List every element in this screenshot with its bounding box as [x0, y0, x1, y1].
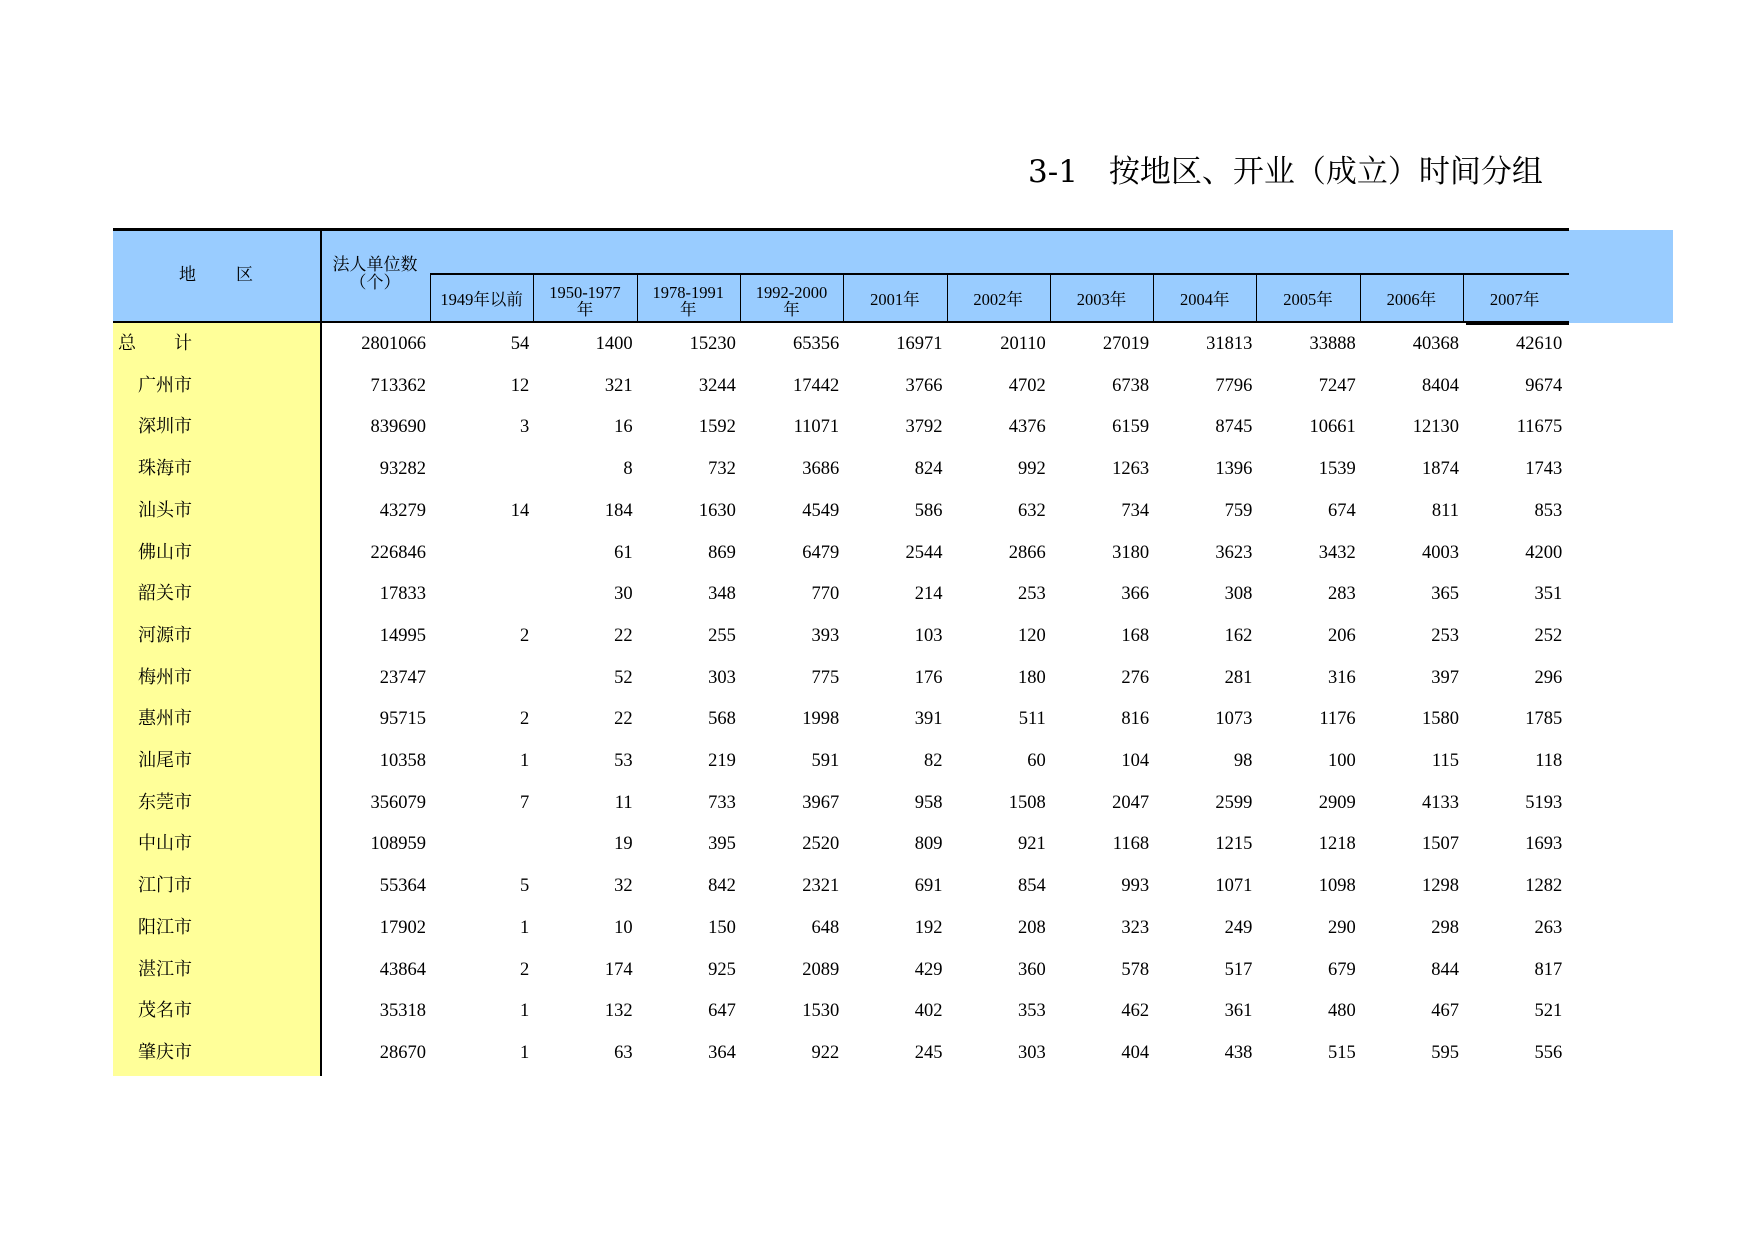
row-value-cell: 993: [1121, 876, 1150, 897]
row-value-cell: 5193: [1525, 792, 1563, 813]
row-value-cell: 255: [708, 625, 736, 646]
row-value-cell: 480: [1327, 1001, 1356, 1022]
row-region-label: 广州市: [138, 374, 192, 396]
column-header: 2007年: [1489, 290, 1540, 309]
row-value-cell: 8: [623, 459, 633, 480]
row-value-cell: 3686: [802, 459, 840, 480]
table-row: [0, 698, 1754, 740]
row-value-cell: 921: [1018, 834, 1046, 855]
row-value-cell: 168: [1121, 625, 1150, 646]
row-value-cell: 691: [914, 876, 943, 897]
table-row: [0, 532, 1754, 574]
row-value-cell: 11675: [1516, 417, 1563, 438]
row-value-cell: 308: [1224, 584, 1253, 605]
row-value-cell: 4200: [1525, 542, 1563, 563]
row-value-cell: 1785: [1525, 709, 1563, 730]
row-value-cell: 1: [520, 751, 530, 771]
row-value-cell: 10: [614, 917, 633, 938]
row-value-cell: 214: [914, 584, 943, 605]
row-value-cell: 2599: [1215, 792, 1253, 813]
table-row: [0, 782, 1754, 824]
row-value-cell: 1693: [1525, 834, 1563, 855]
table-row: [0, 990, 1754, 1032]
row-value-cell: 922: [811, 1042, 840, 1063]
row-value-cell: 40368: [1412, 334, 1459, 354]
table-row: [0, 907, 1754, 949]
row-value-cell: 438: [1224, 1042, 1253, 1063]
row-value-cell: 8404: [1422, 375, 1459, 396]
row-value-cell: 4133: [1422, 792, 1459, 813]
row-region-label: 湛江市: [138, 958, 192, 980]
row-value-cell: 2909: [1318, 792, 1356, 813]
row-value-cell: 568: [708, 709, 736, 730]
row-value-cell: 42610: [1516, 334, 1563, 354]
row-total-cell: 95715: [379, 709, 426, 730]
row-value-cell: 54: [510, 334, 530, 354]
table-row: [0, 1032, 1754, 1074]
row-value-cell: 1507: [1422, 834, 1459, 855]
row-value-cell: 7796: [1215, 375, 1253, 396]
row-value-cell: 303: [1018, 1042, 1046, 1063]
row-value-cell: 3623: [1215, 542, 1253, 563]
row-value-cell: 1098: [1318, 876, 1356, 897]
row-value-cell: 31813: [1206, 334, 1253, 354]
row-value-cell: 5: [520, 876, 530, 897]
row-total-cell: 10358: [379, 751, 426, 771]
row-value-cell: 316: [1327, 667, 1356, 688]
row-value-cell: 467: [1431, 1001, 1459, 1022]
row-value-cell: 296: [1534, 667, 1563, 688]
row-value-cell: 219: [708, 751, 736, 771]
row-value-cell: 556: [1534, 1042, 1563, 1063]
row-value-cell: 1998: [802, 709, 840, 730]
table-row: [0, 365, 1754, 407]
row-region-label: 江门市: [138, 875, 192, 897]
row-value-cell: 249: [1224, 917, 1253, 938]
row-value-cell: 2866: [1008, 542, 1046, 563]
row-value-cell: 365: [1431, 584, 1459, 605]
row-value-cell: 100: [1327, 751, 1356, 771]
row-value-cell: 33888: [1309, 334, 1356, 354]
row-value-cell: 1282: [1525, 876, 1563, 897]
row-region-label: 梅州市: [138, 666, 192, 688]
row-value-cell: 1: [520, 917, 530, 938]
header-group-rule: [430, 273, 1569, 275]
row-value-cell: 32: [614, 876, 633, 897]
row-value-cell: 1215: [1215, 834, 1253, 855]
row-value-cell: 391: [914, 709, 943, 730]
row-value-cell: 3180: [1112, 542, 1150, 563]
row-value-cell: 7247: [1318, 375, 1356, 396]
column-divider: [637, 274, 638, 322]
row-value-cell: 733: [708, 792, 736, 813]
row-value-cell: 2520: [802, 834, 840, 855]
row-value-cell: 19: [614, 834, 633, 855]
row-value-cell: 1176: [1319, 709, 1356, 730]
row-value-cell: 2089: [802, 959, 840, 980]
row-value-cell: 2321: [802, 876, 840, 897]
row-region-label: 总 计: [118, 333, 202, 354]
table-row: [0, 949, 1754, 991]
column-divider: [1463, 274, 1464, 322]
row-value-cell: 1298: [1422, 876, 1459, 897]
row-value-cell: 515: [1327, 1042, 1356, 1063]
row-value-cell: 809: [914, 834, 943, 855]
row-value-cell: 115: [1431, 751, 1459, 771]
row-value-cell: 283: [1327, 584, 1356, 605]
table-row: [0, 406, 1754, 448]
row-total-cell: 43864: [379, 959, 426, 980]
row-value-cell: 321: [604, 375, 633, 396]
row-region-label: 肇庆市: [138, 1041, 192, 1063]
row-value-cell: 517: [1224, 959, 1253, 980]
row-value-cell: 16: [614, 417, 633, 438]
row-value-cell: 3244: [698, 375, 736, 396]
row-value-cell: 30: [614, 584, 633, 605]
row-value-cell: 647: [708, 1001, 736, 1022]
column-divider: [430, 274, 431, 322]
row-value-cell: 360: [1018, 959, 1046, 980]
row-value-cell: 958: [914, 792, 943, 813]
row-region-label: 深圳市: [138, 416, 192, 438]
row-value-cell: 770: [811, 584, 840, 605]
row-value-cell: 1539: [1318, 459, 1356, 480]
row-value-cell: 853: [1534, 500, 1563, 521]
row-value-cell: 586: [914, 500, 943, 521]
row-total-cell: 35318: [379, 1001, 426, 1022]
row-total-cell: 713362: [370, 375, 426, 396]
row-value-cell: 184: [604, 500, 633, 521]
row-value-cell: 511: [1018, 709, 1046, 730]
row-value-cell: 3792: [905, 417, 943, 438]
row-value-cell: 4549: [802, 500, 840, 521]
row-value-cell: 595: [1431, 1042, 1459, 1063]
row-value-cell: 734: [1121, 500, 1150, 521]
row-value-cell: 17442: [792, 375, 840, 396]
row-value-cell: [433, 573, 529, 615]
row-value-cell: 253: [1018, 584, 1046, 605]
column-divider: [947, 274, 948, 322]
row-total-cell: 93282: [379, 459, 426, 480]
row-value-cell: 4702: [1008, 375, 1046, 396]
table-top-rule: [113, 228, 1569, 231]
row-value-cell: 253: [1431, 625, 1459, 646]
column-header: 1950-1977 年: [549, 283, 621, 319]
row-value-cell: 82: [924, 751, 943, 771]
column-divider: [533, 274, 534, 322]
row-value-cell: 1580: [1422, 709, 1459, 730]
row-value-cell: 263: [1534, 917, 1563, 938]
row-value-cell: 290: [1327, 917, 1356, 938]
column-divider: [1256, 274, 1257, 322]
row-value-cell: 393: [811, 625, 840, 646]
row-value-cell: 14: [510, 500, 530, 521]
row-value-cell: 402: [914, 1001, 943, 1022]
table-row: [0, 865, 1754, 907]
row-value-cell: 1530: [802, 1001, 840, 1022]
row-value-cell: 65356: [792, 334, 840, 354]
row-value-cell: 429: [914, 959, 943, 980]
row-value-cell: 353: [1018, 1001, 1046, 1022]
row-value-cell: 206: [1327, 625, 1356, 646]
table-row: [0, 490, 1754, 532]
column-header: 1949年以前: [440, 290, 523, 309]
row-value-cell: 591: [811, 751, 840, 771]
row-value-cell: 2: [520, 959, 530, 980]
row-value-cell: 854: [1018, 876, 1046, 897]
row-value-cell: 60: [1027, 751, 1046, 771]
row-value-cell: 1071: [1215, 876, 1253, 897]
row-value-cell: 811: [1431, 500, 1459, 521]
row-value-cell: 6479: [802, 542, 840, 563]
row-value-cell: 1396: [1215, 459, 1253, 480]
row-region-label: 惠州市: [138, 708, 192, 730]
row-value-cell: 9674: [1525, 375, 1563, 396]
row-value-cell: 252: [1534, 625, 1563, 646]
row-region-label: 河源市: [138, 624, 192, 646]
column-header: 2001年: [870, 290, 920, 309]
row-total-cell: 2801066: [361, 334, 426, 354]
row-value-cell: 103: [914, 625, 943, 646]
row-region-label: 汕头市: [138, 499, 192, 521]
row-value-cell: 1: [520, 1001, 530, 1022]
row-value-cell: 63: [614, 1042, 633, 1063]
row-value-cell: 20110: [1000, 334, 1046, 354]
row-value-cell: 11: [614, 792, 633, 813]
row-region-label: 茂名市: [138, 1000, 192, 1022]
column-divider: [1153, 274, 1154, 322]
row-value-cell: 842: [708, 876, 736, 897]
table-row: [0, 615, 1754, 657]
row-value-cell: 303: [708, 667, 736, 688]
row-value-cell: 521: [1534, 1001, 1563, 1022]
row-value-cell: 8745: [1215, 417, 1253, 438]
row-value-cell: 6159: [1112, 417, 1150, 438]
row-total-cell: 28670: [379, 1042, 426, 1063]
row-value-cell: 1508: [1008, 792, 1046, 813]
row-value-cell: 1874: [1422, 459, 1459, 480]
row-value-cell: 992: [1018, 459, 1046, 480]
row-value-cell: 176: [914, 667, 943, 688]
column-divider: [843, 274, 844, 322]
row-value-cell: 3432: [1318, 542, 1356, 563]
row-value-cell: [433, 657, 529, 699]
row-value-cell: 824: [914, 459, 943, 480]
page-title: 3-1 按地区、开业（成立）时间分组: [1028, 154, 1543, 190]
row-value-cell: 578: [1121, 959, 1150, 980]
row-value-cell: 11071: [793, 417, 840, 438]
row-value-cell: 775: [811, 667, 840, 688]
row-value-cell: 404: [1121, 1042, 1150, 1063]
row-total-cell: 356079: [370, 792, 426, 813]
column-header: 1978-1991 年: [652, 283, 724, 319]
row-value-cell: 52: [614, 667, 633, 688]
row-value-cell: 323: [1121, 917, 1150, 938]
row-value-cell: 648: [811, 917, 840, 938]
row-value-cell: 1: [520, 1042, 530, 1063]
row-value-cell: 118: [1535, 751, 1563, 771]
row-value-cell: 132: [604, 1001, 633, 1022]
row-value-cell: 15230: [689, 334, 736, 354]
table-row: [0, 448, 1754, 490]
row-region-label: 佛山市: [138, 541, 192, 563]
row-value-cell: 869: [708, 542, 736, 563]
table-row: [0, 823, 1754, 865]
row-value-cell: 150: [708, 917, 736, 938]
row-value-cell: 1400: [595, 334, 633, 354]
row-value-cell: 3: [520, 417, 530, 438]
row-value-cell: 104: [1121, 751, 1150, 771]
row-value-cell: 7: [520, 792, 530, 813]
table-row: [0, 573, 1754, 615]
row-value-cell: 1218: [1318, 834, 1356, 855]
row-value-cell: 759: [1224, 500, 1253, 521]
row-value-cell: 1592: [698, 417, 736, 438]
row-value-cell: 22: [614, 709, 633, 730]
row-value-cell: 462: [1121, 1001, 1150, 1022]
row-region-label: 阳江市: [138, 916, 192, 938]
row-value-cell: 12: [510, 375, 530, 396]
row-total-cell: 55364: [379, 876, 426, 897]
row-region-label: 汕尾市: [138, 750, 192, 771]
row-value-cell: 364: [708, 1042, 736, 1063]
column-header: 2003年: [1076, 290, 1127, 309]
row-value-cell: 3766: [905, 375, 943, 396]
table-row: [0, 323, 1754, 365]
row-value-cell: 2: [520, 709, 530, 730]
row-total-cell: 43279: [379, 500, 426, 521]
row-value-cell: 1630: [698, 500, 736, 521]
table-row: [0, 740, 1754, 782]
row-value-cell: 120: [1018, 625, 1046, 646]
column-header: 2002年: [973, 290, 1023, 309]
row-value-cell: 61: [614, 542, 633, 563]
row-total-cell: 14995: [379, 625, 426, 646]
row-value-cell: 1743: [1525, 459, 1563, 480]
row-value-cell: 816: [1121, 709, 1150, 730]
row-total-cell: 17833: [379, 584, 426, 605]
row-region-label: 东莞市: [138, 791, 192, 813]
column-header: 1992-2000 年: [755, 283, 828, 319]
row-value-cell: 674: [1327, 500, 1356, 521]
total-header: 法人单位数 （个）: [332, 255, 418, 293]
region-header: 地 区: [179, 265, 255, 285]
column-divider: [1050, 274, 1051, 322]
column-header: 2006年: [1386, 290, 1437, 309]
row-region-label: 韶关市: [138, 583, 192, 605]
row-value-cell: 298: [1431, 917, 1459, 938]
row-value-cell: 245: [914, 1042, 943, 1063]
row-total-cell: 23747: [379, 667, 426, 688]
row-value-cell: [433, 448, 529, 490]
row-value-cell: 162: [1224, 625, 1253, 646]
row-value-cell: 4376: [1008, 417, 1046, 438]
row-value-cell: 632: [1018, 500, 1046, 521]
row-value-cell: 1073: [1215, 709, 1253, 730]
row-value-cell: [433, 823, 529, 865]
row-value-cell: 174: [604, 959, 633, 980]
row-total-cell: 17902: [379, 917, 426, 938]
row-value-cell: 1168: [1112, 834, 1150, 855]
row-value-cell: 180: [1018, 667, 1046, 688]
row-value-cell: 53: [614, 751, 633, 771]
row-value-cell: 22: [614, 625, 633, 646]
row-value-cell: 361: [1224, 1001, 1253, 1022]
row-value-cell: 98: [1233, 751, 1253, 771]
row-value-cell: 2047: [1112, 792, 1150, 813]
row-value-cell: 366: [1121, 584, 1150, 605]
row-value-cell: 16971: [896, 334, 943, 354]
row-value-cell: 276: [1121, 667, 1150, 688]
column-divider: [1360, 274, 1361, 322]
row-region-label: 中山市: [138, 833, 192, 855]
row-value-cell: 4003: [1422, 542, 1459, 563]
column-divider: [740, 274, 741, 322]
column-header: 2004年: [1179, 290, 1230, 309]
row-value-cell: 10661: [1309, 417, 1356, 438]
row-value-cell: 281: [1224, 667, 1253, 688]
row-value-cell: 3967: [802, 792, 840, 813]
row-value-cell: 192: [914, 917, 943, 938]
row-total-cell: 226846: [370, 542, 426, 563]
table-row: [0, 657, 1754, 699]
row-total-cell: 839690: [370, 417, 426, 438]
row-value-cell: 1263: [1112, 459, 1150, 480]
row-value-cell: 397: [1431, 667, 1459, 688]
row-total-cell: 108959: [370, 834, 426, 855]
row-value-cell: 348: [708, 584, 736, 605]
row-value-cell: 925: [708, 959, 736, 980]
row-value-cell: 208: [1018, 917, 1046, 938]
row-value-cell: [433, 532, 529, 574]
row-value-cell: 844: [1431, 959, 1459, 980]
row-value-cell: 395: [708, 834, 736, 855]
row-value-cell: 2544: [905, 542, 943, 563]
row-region-label: 珠海市: [138, 458, 192, 480]
row-value-cell: 6738: [1112, 375, 1150, 396]
row-value-cell: 2: [520, 625, 530, 646]
row-value-cell: 679: [1327, 959, 1356, 980]
row-value-cell: 732: [708, 459, 736, 480]
row-value-cell: 12130: [1412, 417, 1459, 438]
row-value-cell: 817: [1534, 959, 1563, 980]
row-value-cell: 27019: [1102, 334, 1150, 354]
row-value-cell: 351: [1534, 584, 1563, 605]
column-header: 2005年: [1283, 290, 1333, 309]
